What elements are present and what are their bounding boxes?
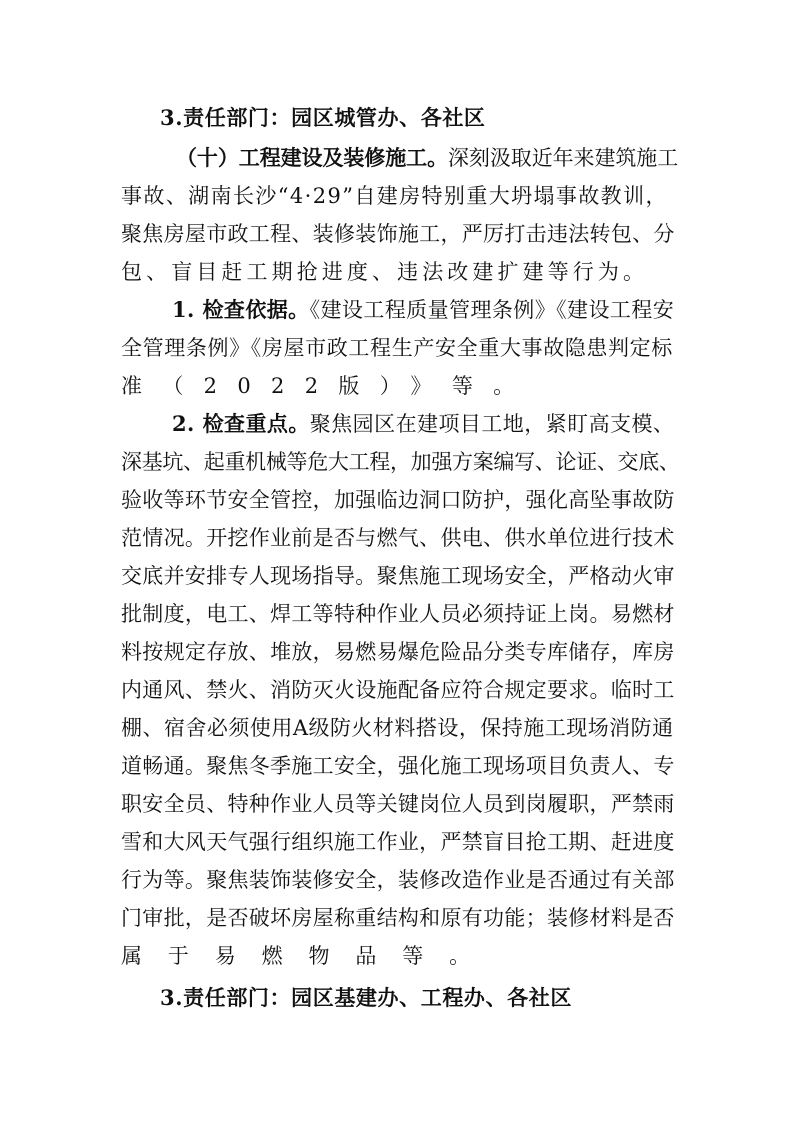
paragraph-line <box>121 637 675 667</box>
line-segment: 料按规定存放、堆放，易燃易爆危险品分类专库储存，库房 <box>121 640 675 664</box>
line-segment: 《建设工程质量管理条例》《建设工程安 <box>309 298 675 322</box>
paragraph-line <box>121 675 675 705</box>
paragraph-line <box>121 599 675 629</box>
paragraph-line <box>121 523 675 553</box>
line-segment: 内通风、禁火、消防灭火设施配备应符合规定要求。临时工 <box>121 678 675 702</box>
line-segment: 范情况。开挖作业前是否与燃气、供电、供水单位进行技术 <box>121 526 675 550</box>
line-segment: 1. 检查依据。 <box>172 297 310 322</box>
paragraph-line <box>121 257 648 287</box>
line-segment: 棚、宿舍必须使用A级防火材料搭设，保持施工现场消防通 <box>121 716 674 740</box>
paragraph-line <box>121 333 673 363</box>
line-segment: 深基坑、起重机械等危大工程，加强方案编写、论证、交底、 <box>121 450 680 474</box>
line-segment: 准（2022版）》等。 <box>121 374 535 398</box>
paragraph-line <box>121 371 535 401</box>
paragraph-line <box>121 447 680 477</box>
line-segment: 3.责任部门：园区基建办、工程办、各社区 <box>160 985 572 1010</box>
heading-responsible-dept-2 <box>160 983 572 1013</box>
line-segment: 包、盲目赶工期抢进度、违法改建扩建等行为。 <box>121 260 649 284</box>
paragraph-line <box>121 181 668 211</box>
section-heading-10 <box>176 143 678 173</box>
paragraph-line <box>121 561 675 591</box>
line-segment: 道畅通。聚焦冬季施工安全，强化施工现场项目负责人、专 <box>121 754 675 778</box>
paragraph-line <box>121 789 675 819</box>
heading-responsible-dept-1 <box>160 103 486 133</box>
line-segment: 行为等。聚焦装饰装修安全，装修改造作业是否通过有关部 <box>121 868 675 892</box>
paragraph-line <box>121 713 674 743</box>
subheading-basis <box>172 295 674 325</box>
paragraph-line <box>121 941 496 971</box>
subheading-focus <box>172 409 674 439</box>
line-segment: （十）工程建设及装修施工。 <box>176 145 448 170</box>
paragraph-line <box>121 485 675 515</box>
paragraph-line <box>121 903 675 933</box>
line-segment: 聚焦房屋市政工程、装修装饰施工，严厉打击违法转包、分 <box>121 222 675 246</box>
line-segment: 批制度，电工、焊工等特种作业人员必须持证上岗。易燃材 <box>121 602 675 626</box>
paragraph-line <box>121 219 675 249</box>
line-segment: 属于易燃物品等。 <box>121 944 496 968</box>
line-segment: 事故、湖南长沙“4·29”自建房特别重大坍塌事故教训， <box>121 184 668 208</box>
line-segment: 交底并安排专人现场指导。聚焦施工现场安全，严格动火审 <box>121 564 675 588</box>
line-segment: 聚焦园区在建项目工地，紧盯高支模、 <box>309 412 675 436</box>
line-segment: 门审批，是否破坏房屋称重结构和原有功能；装修材料是否 <box>121 906 675 930</box>
paragraph-line <box>121 751 675 781</box>
line-segment: 雪和大风天气强行组织施工作业，严禁盲目抢工期、赶进度 <box>121 830 675 854</box>
line-segment: 全管理条例》《房屋市政工程生产安全重大事故隐患判定标 <box>121 336 673 360</box>
paragraph-line <box>121 865 675 895</box>
paragraph-line <box>121 827 675 857</box>
line-segment: 2. 检查重点。 <box>172 411 310 436</box>
line-segment: 职安全员、特种作业人员等关键岗位人员到岗履职，严禁雨 <box>121 792 675 816</box>
line-segment: 验收等环节安全管控，加强临边洞口防护，强化高坠事故防 <box>121 488 675 512</box>
line-segment: 3.责任部门：园区城管办、各社区 <box>160 105 486 130</box>
line-segment: 深刻汲取近年来建筑施工 <box>448 146 679 170</box>
